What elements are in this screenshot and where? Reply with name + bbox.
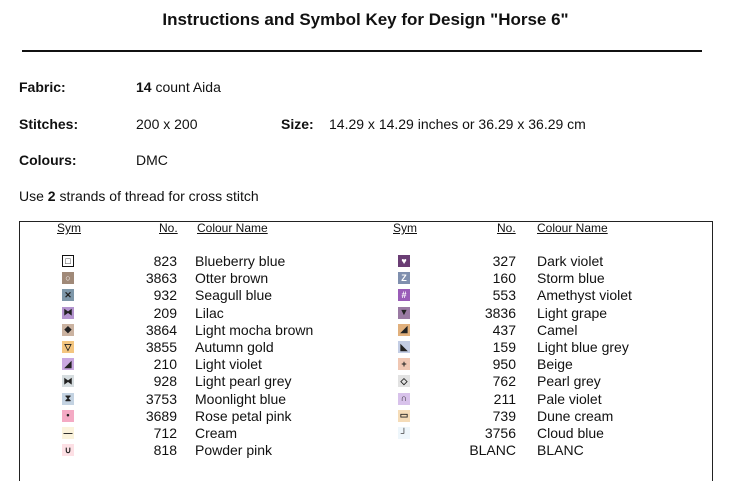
header-sym-right: Sym <box>393 221 417 235</box>
colour-number: 3753 <box>145 390 177 407</box>
colour-number: 3863 <box>145 270 177 287</box>
colour-name: Autumn gold <box>195 339 274 355</box>
page-title: Instructions and Symbol Key for Design "Horse 6" <box>162 10 569 29</box>
colour-number: 950 <box>492 356 516 373</box>
header-sym-left: Sym <box>57 221 81 235</box>
strands-count: 2 <box>47 188 56 204</box>
colour-number: 762 <box>492 373 516 390</box>
colour-number: 928 <box>153 373 177 390</box>
header-name-left: Colour Name <box>197 221 268 235</box>
symbol-swatch-icon: ▼ <box>399 307 409 318</box>
symbol-swatch-icon: ⧓ <box>63 307 73 318</box>
colour-name: Lilac <box>195 304 224 321</box>
symbol-swatch-icon: — <box>63 427 73 438</box>
symbol-swatch-icon: # <box>398 289 410 301</box>
symbol-swatch-icon <box>398 444 410 456</box>
header-no-right: No. <box>497 221 516 235</box>
symbol-swatch-icon: ○ <box>62 272 74 284</box>
colour-number: BLANC <box>469 442 516 459</box>
symbol-swatch-icon: ┘ <box>398 427 410 439</box>
symbol-swatch-icon: ♥ <box>398 255 410 267</box>
colour-name: Dune cream <box>537 407 614 424</box>
colour-name: Light grape <box>537 304 608 321</box>
colour-number: 437 <box>492 321 516 338</box>
title-divider <box>22 50 702 52</box>
colour-name: Moonlight blue <box>195 390 287 407</box>
stitches-label: Stitches: <box>19 116 79 132</box>
symbol-swatch-icon: ◇ <box>398 375 410 387</box>
colour-number: 209 <box>153 304 177 321</box>
colour-name: Light violet <box>195 356 262 373</box>
colour-number: 3836 <box>484 304 516 321</box>
colour-number: 160 <box>492 270 516 287</box>
symbol-swatch-icon: □ <box>62 255 74 267</box>
colour-name: Light pearl grey <box>195 373 292 390</box>
colour-name: Blueberry blue <box>195 253 286 269</box>
colour-number: 3864 <box>145 321 177 338</box>
symbol-swatch-icon: ◆ <box>62 324 74 336</box>
strands-pre: Use <box>19 188 48 204</box>
size-value: 14.29 x 14.29 inches or 36.29 x 36.29 cm <box>329 116 586 132</box>
fabric-value <box>136 79 221 95</box>
symbol-swatch-icon: • <box>62 410 74 422</box>
colour-number: 3689 <box>145 407 177 424</box>
colour-name: Cloud blue <box>537 425 604 441</box>
colour-name: Dark violet <box>537 253 604 269</box>
colours-label: Colours: <box>19 152 77 168</box>
symbol-swatch-icon: + <box>398 358 410 370</box>
colour-name: Beige <box>537 356 573 373</box>
symbol-swatch-icon: ▭ <box>399 410 409 421</box>
colour-name: Pearl grey <box>537 373 601 390</box>
colour-number: 712 <box>153 425 177 441</box>
symbol-swatch-icon: ∩ <box>398 393 410 405</box>
symbol-swatch-icon: ⧓ <box>63 375 73 386</box>
symbol-swatch-icon: Z <box>398 272 410 284</box>
symbol-swatch-icon: ✕ <box>62 289 74 301</box>
colour-name: Powder pink <box>195 442 273 459</box>
colour-name: Cream <box>195 425 238 441</box>
symbol-swatch-icon: ◣ <box>398 341 410 353</box>
header-no-left: No. <box>159 221 178 235</box>
colour-number: 327 <box>492 253 516 269</box>
colour-name: Light blue grey <box>537 339 629 355</box>
colour-name: Rose petal pink <box>195 407 292 424</box>
colour-name: Seagull blue <box>195 287 273 304</box>
colour-number: 823 <box>153 253 177 269</box>
colour-name: BLANC <box>537 442 584 459</box>
colour-name: Light mocha brown <box>195 321 314 338</box>
symbol-swatch-icon: ⧗ <box>62 393 74 405</box>
size-label: Size: <box>281 116 314 132</box>
colour-number: 739 <box>492 407 516 424</box>
colour-name: Otter brown <box>195 270 269 287</box>
colour-name: Pale violet <box>537 390 602 407</box>
colour-name: Amethyst violet <box>537 287 632 304</box>
symbol-swatch-icon: ◢ <box>398 324 410 336</box>
colour-number: 932 <box>153 287 177 304</box>
colour-number: 211 <box>493 390 516 407</box>
strands-instruction <box>19 188 259 204</box>
symbol-swatch-icon: ◢ <box>62 358 74 370</box>
colours-value: DMC <box>136 152 168 168</box>
fabric-rest: count Aida <box>151 79 221 95</box>
symbol-swatch-icon: ▽ <box>62 341 74 353</box>
colour-number: 159 <box>492 339 516 355</box>
colour-number: 3756 <box>484 425 516 441</box>
fabric-count: 14 <box>136 79 152 95</box>
colour-number: 3855 <box>145 339 177 355</box>
colour-number: 210 <box>153 356 177 373</box>
header-name-right: Colour Name <box>537 221 608 235</box>
symbol-swatch-icon: ∪ <box>62 444 74 456</box>
strands-post: strands of thread for cross stitch <box>55 188 259 204</box>
colour-name: Storm blue <box>537 270 605 287</box>
colour-number: 553 <box>492 287 516 304</box>
colour-number: 818 <box>153 442 177 459</box>
colour-name: Camel <box>537 321 578 338</box>
stitches-value: 200 x 200 <box>136 116 198 132</box>
fabric-label: Fabric: <box>19 79 66 95</box>
